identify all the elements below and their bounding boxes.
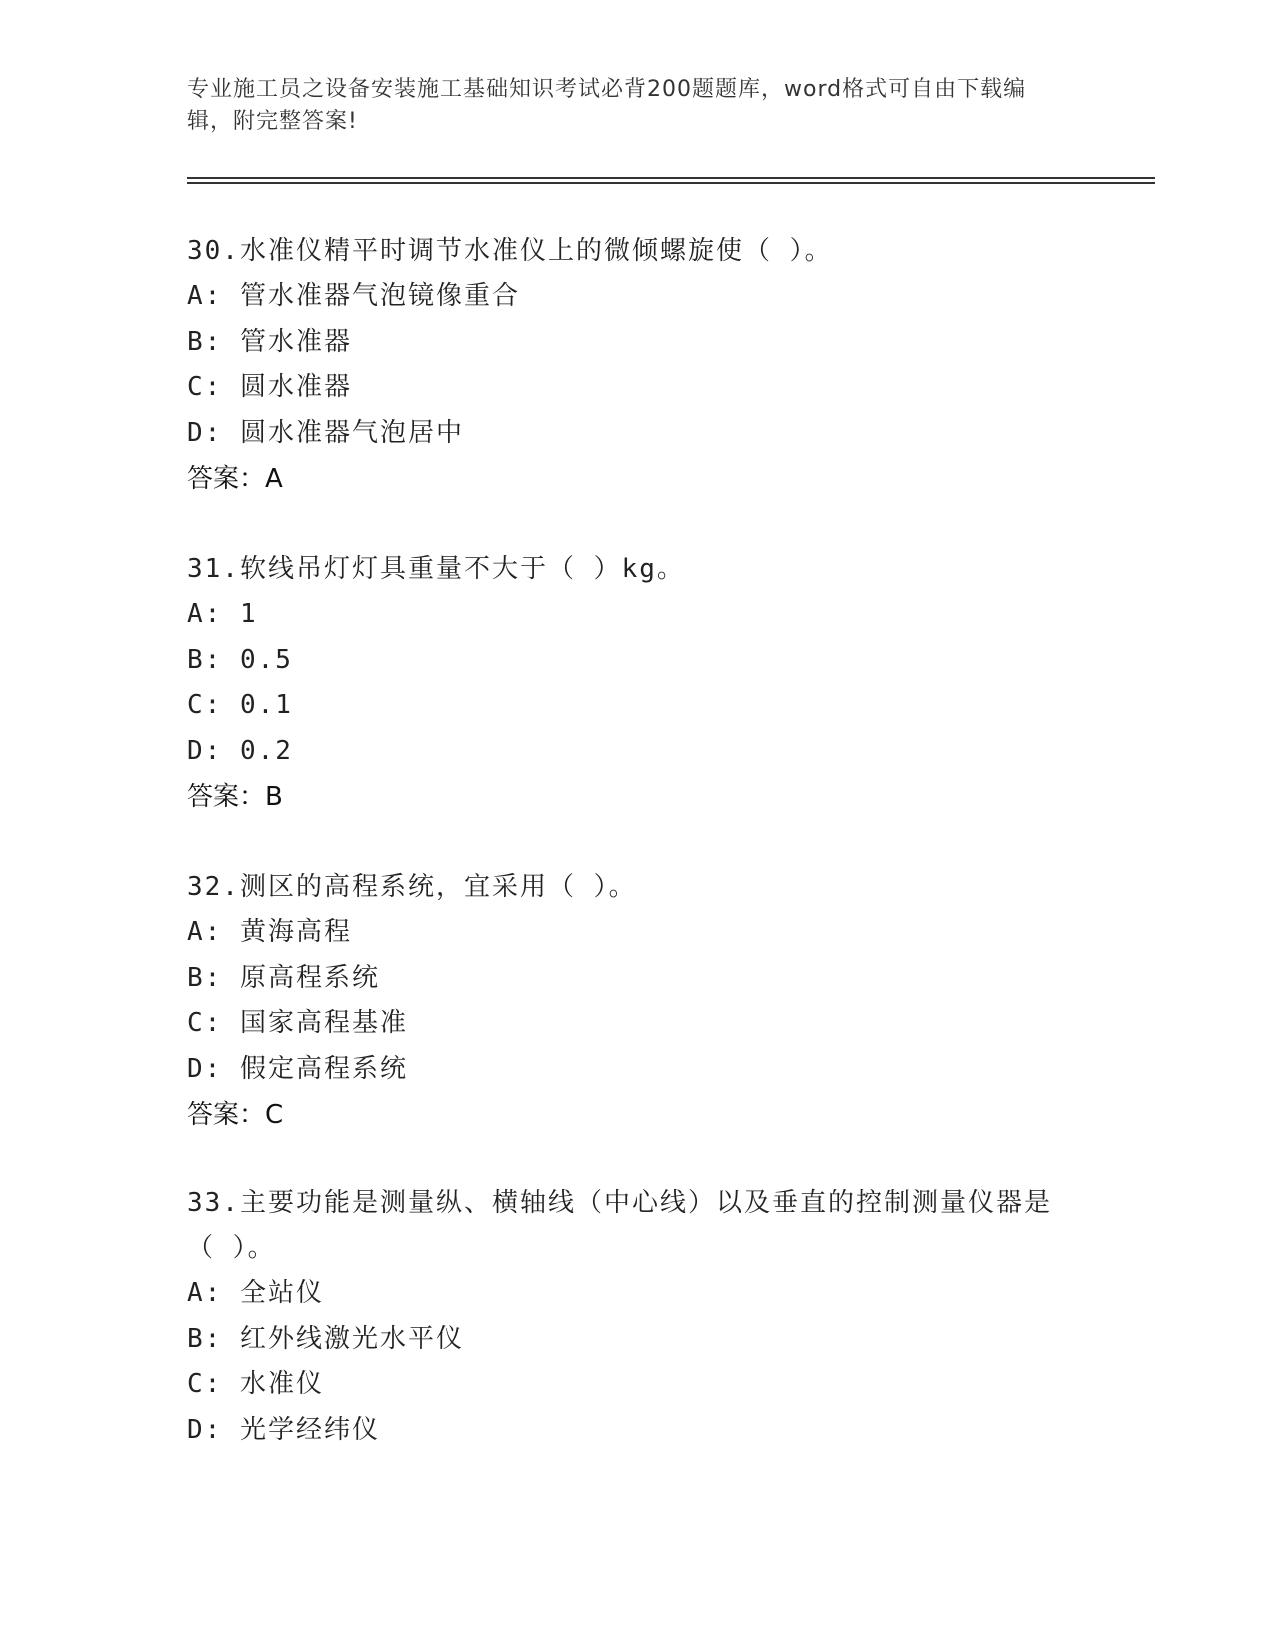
question-30 [187,229,1087,502]
question-stem: 33.主要功能是测量纵、横轴线（中心线）以及垂直的控制测量仪器是（ ）。 [187,1188,1052,1263]
header-divider-top [187,177,1155,179]
option-d: D: 光学经纬仪 [187,1414,380,1445]
option-c: C: 国家高程基准 [187,1008,408,1038]
question-31 [187,547,1087,820]
answer: 答案：B [187,782,283,812]
question-33 [187,1181,1067,1453]
option-c: C: 0.1 [187,690,293,720]
option-b: B: 0.5 [187,644,293,675]
document-header: 专业施工员之设备安装施工基础知识考试必背200题题库，word格式可自由下载编辑，附完整答案! [187,77,1027,134]
question-stem: 31.软线吊灯灯具重量不大于（ ）kg。 [187,554,685,584]
option-d: D: 假定高程系统 [187,1053,408,1084]
answer: 答案：C [187,1100,284,1130]
answer: 答案：A [187,464,283,494]
option-c: C: 圆水准器 [187,372,352,402]
question-stem: 32.测区的高程系统，宜采用（ ）。 [187,872,637,902]
header-divider-bottom [187,182,1155,184]
option-b: B: 管水准器 [187,326,352,357]
option-a: A: 1 [187,599,258,629]
option-c: C: 水准仪 [187,1369,324,1399]
question-stem: 30.水准仪精平时调节水准仪上的微倾螺旋使（ ）。 [187,236,833,266]
option-a: A: 管水准器气泡镜像重合 [187,281,520,311]
option-a: A: 黄海高程 [187,917,352,947]
option-d: D: 圆水准器气泡居中 [187,417,464,448]
option-a: A: 全站仪 [187,1278,324,1308]
option-b: B: 红外线激光水平仪 [187,1323,464,1354]
option-d: D: 0.2 [187,735,293,766]
question-32 [187,865,1087,1138]
option-b: B: 原高程系统 [187,962,380,993]
